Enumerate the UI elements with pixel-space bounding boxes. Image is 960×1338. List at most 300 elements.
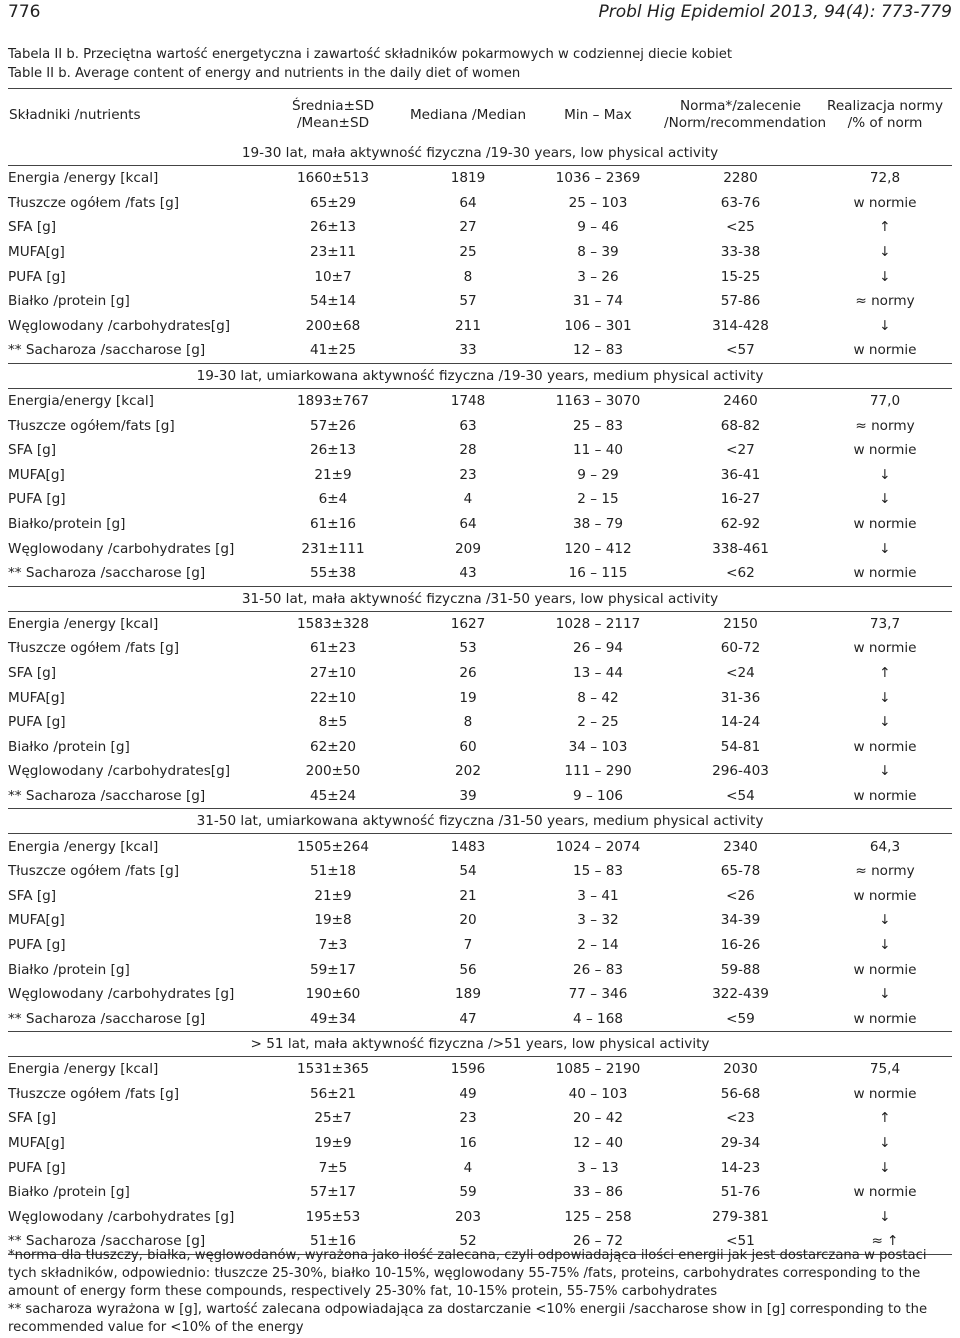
table-row [8, 512, 952, 537]
min-max-cell: 2 – 25 [577, 714, 619, 731]
norm-cell: <23 [726, 1110, 755, 1127]
median-cell: 63 [459, 417, 477, 434]
nutrient-name-cell: Energia /energy [kcal] [8, 838, 159, 855]
table-row [8, 734, 952, 759]
norm-cell: 68-82 [720, 417, 761, 434]
mean-sd-cell: 56±21 [310, 1085, 356, 1102]
nutrient-name-cell: Węglowodany /carbohydrates[g] [8, 763, 231, 780]
table-row [8, 1082, 952, 1107]
min-max-cell: 9 – 106 [533, 784, 663, 809]
min-max-cell: 15 – 83 [572, 863, 624, 880]
mean-sd-cell: 51±16 [263, 1229, 403, 1254]
median-cell: 23 [459, 466, 477, 483]
mean-sd-cell: 61±23 [310, 640, 356, 657]
median-cell: 4 [463, 1159, 473, 1176]
realization-cell: ≈ normy [855, 863, 915, 880]
norm-cell: 2280 [723, 170, 758, 187]
realization-cell: ↓ [879, 491, 891, 508]
min-max-cell: 16 – 115 [533, 561, 663, 586]
min-max-cell: 12 – 40 [572, 1135, 624, 1152]
median-cell: 52 [403, 1229, 533, 1254]
column-header-minmax: Min – Max [564, 106, 632, 123]
table-row [8, 611, 952, 636]
footnote-norm: *norma dla tłuszczy, białka, węglowodanów, wyrażona jako ilość zalecana, czyli odpowiadająca ilości energii jak jest dostarczana w postaci tych składników, odpowiednio: tłuszcze 25-30%, białko 10-15%, węglowodany 55-75% /fats, proteins, carbohydrates corresponding to the amount of energy form these compounds, respectively 25-30% fat, 10-15% protein, 55-75% carbohydrates [8, 1248, 927, 1299]
mean-sd-cell: 200±68 [305, 317, 361, 334]
min-max-cell: 38 – 79 [572, 516, 624, 533]
mean-sd-cell: 10±7 [314, 268, 352, 285]
realization-cell: ↓ [879, 268, 891, 285]
table-row [8, 982, 952, 1007]
mean-sd-cell: 57±17 [310, 1184, 356, 1201]
norm-cell: 2150 [723, 615, 758, 632]
realization-cell: ≈ ↑ [818, 1229, 952, 1254]
min-max-cell: 34 – 103 [568, 738, 628, 755]
mean-sd-cell: 41±25 [263, 338, 403, 363]
table-row [8, 438, 952, 463]
nutrient-name-cell: SFA [g] [8, 1110, 57, 1127]
realization-cell: ↑ [879, 1110, 891, 1127]
median-cell: 7 [463, 936, 473, 953]
nutrient-name-cell: Węglowodany /carbohydrates [g] [8, 1208, 235, 1225]
mean-sd-cell: 45±24 [263, 784, 403, 809]
nutrient-name-cell: ** Sacharoza /saccharose [g] [8, 1229, 263, 1254]
group-label: 19-30 lat, mała aktywność fizyczna /19-30 years, low physical activity [8, 141, 952, 166]
median-cell: 60 [459, 738, 477, 755]
norm-cell: <57 [663, 338, 818, 363]
min-max-cell: 26 – 94 [572, 640, 624, 657]
min-max-cell: 8 – 39 [577, 244, 619, 261]
table-row [8, 1180, 952, 1205]
median-cell: 39 [403, 784, 533, 809]
realization-cell: ↑ [879, 664, 891, 681]
nutrient-name-cell: Węglowodany /carbohydrates [g] [8, 986, 235, 1003]
nutrient-name-cell: Węglowodany /carbohydrates[g] [8, 317, 231, 334]
table-row [8, 413, 952, 438]
norm-cell: 16-27 [720, 491, 761, 508]
nutrient-name-cell: Energia /energy [kcal] [8, 170, 159, 187]
column-header-mean-line2: /Mean±SD [296, 115, 370, 131]
realization-cell: 77,0 [869, 393, 901, 410]
table-body [8, 141, 952, 1254]
median-cell: 23 [459, 1110, 477, 1127]
table-row [8, 1106, 952, 1131]
table-row [8, 908, 952, 933]
norm-cell: <27 [726, 442, 755, 459]
column-header-mean [263, 89, 403, 142]
min-max-cell: 33 – 86 [572, 1184, 624, 1201]
group-label: > 51 lat, mała aktywność fizyczna />51 years, low physical activity [8, 1032, 952, 1057]
table-row [8, 314, 952, 339]
min-max-cell: 1036 – 2369 [555, 170, 641, 187]
min-max-cell: 2 – 14 [577, 936, 619, 953]
median-cell: 1627 [450, 615, 486, 632]
nutrient-name-cell: MUFA[g] [8, 1135, 65, 1152]
realization-cell: ↓ [879, 317, 891, 334]
norm-cell: <59 [663, 1006, 818, 1031]
min-max-cell: 11 – 40 [572, 442, 624, 459]
median-cell: 1483 [450, 838, 486, 855]
norm-cell: 65-78 [720, 863, 761, 880]
realization-cell: ↓ [879, 763, 891, 780]
table-row [8, 487, 952, 512]
min-max-cell: 31 – 74 [572, 293, 624, 310]
table-row [8, 957, 952, 982]
realization-cell: w normie [818, 1006, 952, 1031]
table-row [8, 1006, 952, 1031]
nutrient-name-cell: ** Sacharoza /saccharose [g] [8, 1006, 263, 1031]
norm-cell: <24 [726, 664, 755, 681]
mean-sd-cell: 65±29 [310, 194, 356, 211]
mean-sd-cell: 1583±328 [297, 615, 369, 632]
min-max-cell: 3 – 41 [577, 887, 619, 904]
median-cell: 8 [463, 268, 473, 285]
table-row [8, 661, 952, 686]
table-row [8, 933, 952, 958]
realization-cell: ↓ [879, 540, 891, 557]
table-row [8, 784, 952, 809]
median-cell: 21 [459, 887, 477, 904]
table-row [8, 1131, 952, 1156]
min-max-cell: 3 – 13 [577, 1159, 619, 1176]
median-cell: 19 [459, 689, 477, 706]
nutrient-name-cell: PUFA [g] [8, 714, 66, 731]
nutrient-name-cell: MUFA[g] [8, 466, 65, 483]
nutrient-name-cell: Białko /protein [g] [8, 961, 130, 978]
realization-cell: 72,8 [869, 170, 901, 187]
mean-sd-cell: 61±16 [310, 516, 356, 533]
nutrient-name-cell: SFA [g] [8, 442, 57, 459]
mean-sd-cell: 6±4 [318, 491, 348, 508]
page-number: 776 [8, 2, 41, 22]
table-header-row [8, 89, 952, 142]
nutrient-name-cell: Węglowodany /carbohydrates [g] [8, 540, 235, 557]
realization-cell: ↓ [879, 689, 891, 706]
mean-sd-cell: 8±5 [318, 714, 348, 731]
min-max-cell: 40 – 103 [568, 1085, 628, 1102]
mean-sd-cell: 190±60 [305, 986, 361, 1003]
nutrient-name-cell: ** Sacharoza /saccharose [g] [8, 784, 263, 809]
nutrient-name-cell: Tłuszcze ogółem /fats [g] [8, 640, 180, 657]
nutrient-table [8, 88, 952, 1255]
realization-cell: w normie [818, 561, 952, 586]
norm-cell: 33-38 [720, 244, 761, 261]
mean-sd-cell: 7±3 [318, 936, 348, 953]
median-cell: 203 [455, 1208, 481, 1225]
median-cell: 53 [459, 640, 477, 657]
realization-cell: w normie [853, 738, 917, 755]
median-cell: 64 [459, 516, 477, 533]
table-title-polish: Tabela II b. Przeciętna wartość energetyczna i zawartość składników pokarmowych w codziennej diecie kobiet [8, 47, 733, 62]
min-max-cell: 3 – 32 [577, 912, 619, 929]
mean-sd-cell: 21±9 [314, 887, 352, 904]
median-cell: 26 [459, 664, 477, 681]
nutrient-name-cell: SFA [g] [8, 219, 57, 236]
min-max-cell: 111 – 290 [564, 763, 632, 780]
mean-sd-cell: 1660±513 [297, 170, 369, 187]
min-max-cell: 8 – 42 [577, 689, 619, 706]
mean-sd-cell: 49±34 [263, 1006, 403, 1031]
norm-cell: 36-41 [720, 466, 761, 483]
min-max-cell: 12 – 83 [533, 338, 663, 363]
realization-cell: w normie [853, 516, 917, 533]
realization-cell: ≈ normy [855, 417, 915, 434]
column-header-norm [663, 89, 827, 142]
mean-sd-cell: 1893±767 [297, 393, 369, 410]
norm-cell: 51-76 [720, 1184, 761, 1201]
norm-cell: 63-76 [720, 194, 761, 211]
mean-sd-cell: 55±38 [263, 561, 403, 586]
column-header-realization [818, 89, 952, 142]
norm-cell: 16-26 [720, 936, 761, 953]
realization-cell: w normie [853, 1085, 917, 1102]
table-row [8, 289, 952, 314]
realization-cell: ↓ [879, 1159, 891, 1176]
norm-cell: 2030 [723, 1061, 758, 1078]
realization-cell: ↓ [879, 466, 891, 483]
norm-cell: <51 [663, 1229, 818, 1254]
nutrient-name-cell: SFA [g] [8, 887, 57, 904]
group-header-row [8, 141, 952, 166]
realization-cell: w normie [853, 1184, 917, 1201]
mean-sd-cell: 62±20 [310, 738, 356, 755]
mean-sd-cell: 54±14 [310, 293, 356, 310]
column-header-mean-line1: Średnia±SD [291, 98, 375, 114]
median-cell: 1819 [450, 170, 486, 187]
group-label: 31-50 lat, umiarkowana aktywność fizyczna /31-50 years, medium physical activity [8, 809, 952, 834]
table-row [8, 1205, 952, 1230]
mean-sd-cell: 25±7 [314, 1110, 352, 1127]
nutrient-name-cell: Tłuszcze ogółem /fats [g] [8, 1085, 180, 1102]
norm-cell: 15-25 [720, 268, 761, 285]
group-header-row [8, 1032, 952, 1057]
realization-cell: 73,7 [869, 615, 901, 632]
table-row [8, 759, 952, 784]
min-max-cell: 1024 – 2074 [555, 838, 641, 855]
table-row [8, 388, 952, 413]
min-max-cell: 9 – 46 [577, 219, 619, 236]
norm-cell: 2340 [723, 838, 758, 855]
nutrient-name-cell: Tłuszcze ogółem /fats [g] [8, 863, 180, 880]
median-cell: 43 [403, 561, 533, 586]
column-header-realization-line1: Realizacja normy [826, 98, 944, 114]
mean-sd-cell: 51±18 [310, 863, 356, 880]
norm-cell: <25 [726, 219, 755, 236]
group-label: 19-30 lat, umiarkowana aktywność fizyczna /19-30 years, medium physical activity [8, 363, 952, 388]
table-row [8, 561, 952, 586]
table-row [8, 240, 952, 265]
median-cell: 28 [459, 442, 477, 459]
column-header-nutrients: Składniki /nutrients [9, 106, 141, 123]
median-cell: 54 [459, 863, 477, 880]
median-cell: 189 [455, 986, 481, 1003]
norm-cell: 14-24 [720, 714, 761, 731]
min-max-cell: 25 – 83 [572, 417, 624, 434]
mean-sd-cell: 21±9 [314, 466, 352, 483]
table-row [8, 685, 952, 710]
group-header-row [8, 809, 952, 834]
nutrient-name-cell: Energia /energy [kcal] [8, 1061, 159, 1078]
norm-cell: 57-86 [720, 293, 761, 310]
norm-cell: 60-72 [720, 640, 761, 657]
median-cell: 56 [459, 961, 477, 978]
norm-cell: 59-88 [720, 961, 761, 978]
median-cell: 1748 [450, 393, 486, 410]
mean-sd-cell: 1531±365 [297, 1061, 369, 1078]
realization-cell: ↓ [879, 936, 891, 953]
mean-sd-cell: 27±10 [310, 664, 356, 681]
nutrient-name-cell: Białko /protein [g] [8, 738, 130, 755]
nutrient-name-cell: Energia /energy [kcal] [8, 615, 159, 632]
realization-cell: ↑ [879, 219, 891, 236]
norm-cell: 322-439 [712, 986, 769, 1003]
realization-cell: 64,3 [869, 838, 901, 855]
norm-cell: <26 [726, 887, 755, 904]
table-row [8, 338, 952, 363]
norm-cell: <54 [663, 784, 818, 809]
mean-sd-cell: 23±11 [310, 244, 356, 261]
table-row [8, 859, 952, 884]
nutrient-name-cell: ** Sacharoza /saccharose [g] [8, 561, 263, 586]
nutrient-name-cell: Białko /protein [g] [8, 1184, 130, 1201]
table-row [8, 264, 952, 289]
nutrient-name-cell: PUFA [g] [8, 936, 66, 953]
table-row [8, 463, 952, 488]
table-row [8, 710, 952, 735]
realization-cell: w normie [853, 640, 917, 657]
min-max-cell: 4 – 168 [533, 1006, 663, 1031]
nutrient-name-cell: Tłuszcze ogółem/fats [g] [8, 417, 175, 434]
min-max-cell: 13 – 44 [572, 664, 624, 681]
mean-sd-cell: 7±5 [318, 1159, 348, 1176]
nutrient-name-cell: Energia/energy [kcal] [8, 393, 154, 410]
median-cell: 57 [459, 293, 477, 310]
column-header-norm-line2: /Norm/recommendation [664, 115, 827, 131]
median-cell: 47 [403, 1006, 533, 1031]
mean-sd-cell: 59±17 [310, 961, 356, 978]
realization-cell: ↓ [879, 986, 891, 1003]
footnote-saccharose: ** sacharoza wyrażona w [g], wartość zalecana odpowiadająca za dostarczanie <10% energii /saccharose show in [g] corresponding to the recommended value for <10% of the energy [8, 1302, 928, 1335]
min-max-cell: 9 – 29 [577, 466, 619, 483]
nutrient-name-cell: SFA [g] [8, 664, 57, 681]
table-row [8, 834, 952, 859]
norm-cell: 31-36 [720, 689, 761, 706]
norm-cell: <62 [663, 561, 818, 586]
footnotes [8, 1247, 952, 1337]
realization-cell: w normie [853, 887, 917, 904]
min-max-cell: 3 – 26 [577, 268, 619, 285]
median-cell: 1596 [450, 1061, 486, 1078]
mean-sd-cell: 26±13 [310, 219, 356, 236]
mean-sd-cell: 26±13 [310, 442, 356, 459]
mean-sd-cell: 19±9 [314, 1135, 352, 1152]
mean-sd-cell: 22±10 [310, 689, 356, 706]
realization-cell: 75,4 [869, 1061, 901, 1078]
median-cell: 20 [459, 912, 477, 929]
norm-cell: 314-428 [712, 317, 769, 334]
nutrient-name-cell: Białko/protein [g] [8, 516, 126, 533]
column-header-realization-line2: /% of norm [847, 115, 923, 131]
table-row [8, 883, 952, 908]
min-max-cell: 125 – 258 [564, 1208, 632, 1225]
min-max-cell: 26 – 72 [533, 1229, 663, 1254]
median-cell: 33 [403, 338, 533, 363]
min-max-cell: 26 – 83 [572, 961, 624, 978]
nutrient-name-cell: PUFA [g] [8, 491, 66, 508]
norm-cell: 56-68 [720, 1085, 761, 1102]
table-row [8, 215, 952, 240]
norm-cell: 279-381 [712, 1208, 769, 1225]
mean-sd-cell: 1505±264 [297, 838, 369, 855]
norm-cell: 34-39 [720, 912, 761, 929]
realization-cell: w normie [853, 961, 917, 978]
norm-cell: 296-403 [712, 763, 769, 780]
median-cell: 16 [459, 1135, 477, 1152]
median-cell: 59 [459, 1184, 477, 1201]
group-header-row [8, 586, 952, 611]
journal-citation: Probl Hig Epidemiol 2013, 94(4): 773-779 [598, 2, 952, 22]
norm-cell: 29-34 [720, 1135, 761, 1152]
table-row [8, 536, 952, 561]
realization-cell: ↓ [879, 244, 891, 261]
min-max-cell: 25 – 103 [568, 194, 628, 211]
nutrient-name-cell: ** Sacharoza /saccharose [g] [8, 338, 263, 363]
norm-cell: 338-461 [712, 540, 769, 557]
min-max-cell: 20 – 42 [572, 1110, 624, 1127]
norm-cell: 54-81 [720, 738, 761, 755]
min-max-cell: 2 – 15 [577, 491, 619, 508]
min-max-cell: 77 – 346 [568, 986, 628, 1003]
mean-sd-cell: 200±50 [305, 763, 361, 780]
realization-cell: ↓ [879, 1208, 891, 1225]
column-header-median: Mediana /Median [409, 106, 527, 123]
mean-sd-cell: 195±53 [305, 1208, 361, 1225]
nutrient-name-cell: MUFA[g] [8, 689, 65, 706]
mean-sd-cell: 19±8 [314, 912, 352, 929]
realization-cell: w normie [818, 338, 952, 363]
group-header-row [8, 363, 952, 388]
median-cell: 49 [459, 1085, 477, 1102]
realization-cell: ↓ [879, 714, 891, 731]
min-max-cell: 1085 – 2190 [555, 1061, 641, 1078]
table-row [8, 636, 952, 661]
median-cell: 25 [459, 244, 477, 261]
norm-cell: 62-92 [720, 516, 761, 533]
norm-cell: 2460 [723, 393, 758, 410]
table-row [8, 166, 952, 191]
realization-cell: ↓ [879, 912, 891, 929]
nutrient-name-cell: MUFA[g] [8, 244, 65, 261]
nutrient-name-cell: MUFA[g] [8, 912, 65, 929]
min-max-cell: 1028 – 2117 [555, 615, 641, 632]
median-cell: 64 [459, 194, 477, 211]
realization-cell: w normie [853, 442, 917, 459]
median-cell: 211 [455, 317, 481, 334]
table-row [8, 191, 952, 216]
min-max-cell: 106 – 301 [564, 317, 632, 334]
table-row [8, 1057, 952, 1082]
min-max-cell: 120 – 412 [564, 540, 632, 557]
min-max-cell: 1163 – 3070 [555, 393, 641, 410]
group-label: 31-50 lat, mała aktywność fizyczna /31-50 years, low physical activity [8, 586, 952, 611]
median-cell: 209 [455, 540, 481, 557]
column-header-norm-line1: Norma*/zalecenie [680, 98, 801, 114]
nutrient-name-cell: Tłuszcze ogółem /fats [g] [8, 194, 180, 211]
realization-cell: ↓ [879, 1135, 891, 1152]
median-cell: 202 [455, 763, 481, 780]
median-cell: 8 [463, 714, 473, 731]
mean-sd-cell: 231±111 [301, 540, 365, 557]
median-cell: 27 [459, 219, 477, 236]
